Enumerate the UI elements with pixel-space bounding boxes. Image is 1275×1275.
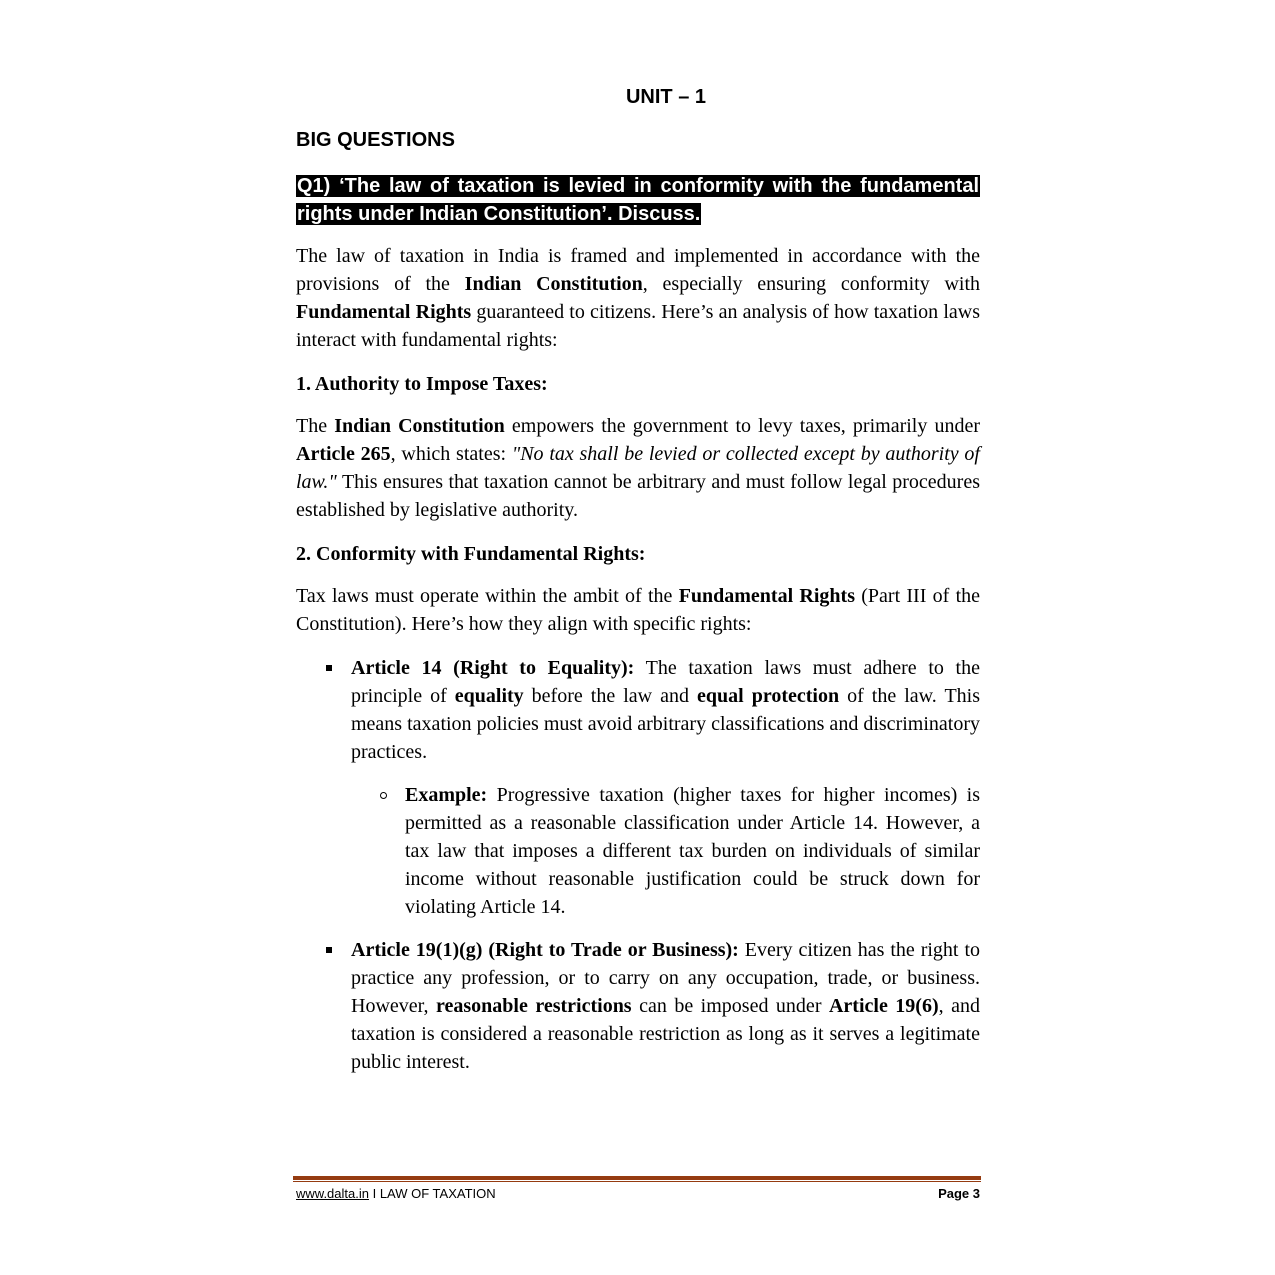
bullet2-bold-1: Article 19(1)(g) (Right to Trade or Business): — [351, 939, 739, 961]
heading-conformity: 2. Conformity with Fundamental Rights: — [296, 543, 646, 565]
sub-list-item-example — [405, 781, 980, 921]
para2-bold-1: Fundamental Rights — [678, 585, 855, 607]
footer-site-link[interactable]: www.dalta.in — [296, 1186, 369, 1201]
para1-bold-2: Article 265 — [296, 443, 391, 465]
intro-text-3: guaranteed to citizens. Here’s an analysis of how taxation laws interact with fundamental rights: — [296, 301, 980, 351]
bullet1-text-1: The taxation laws must adhere to the principle of — [351, 657, 980, 707]
conformity-paragraph — [296, 582, 980, 638]
sub1-bold-1: Example: — [405, 784, 488, 806]
authority-paragraph — [296, 412, 980, 524]
bullet1-text-3: of the law. This means taxation policies must avoid arbitrary classifications and discriminatory practices. — [351, 685, 981, 763]
bullet1-bold-1: Article 14 (Right to Equality): — [351, 657, 635, 679]
bullet1-bold-2: equality — [454, 685, 524, 707]
para1-text-2: empowers the government to levy taxes, primarily under — [504, 415, 981, 437]
intro-text-1: The law of taxation in India is framed and implemented in accordance with the provisions of the — [296, 245, 980, 295]
bullet-icon — [326, 665, 332, 671]
bullet2-text-2: can be imposed under — [631, 995, 829, 1017]
intro-bold-2: Fundamental Rights — [296, 301, 472, 323]
para1-bold-1: Indian Constitution — [334, 415, 505, 437]
para1-text-1: The — [296, 415, 335, 437]
intro-paragraph — [296, 242, 980, 354]
footer-divider — [293, 1176, 981, 1180]
intro-bold-1: Indian Constitution — [464, 273, 643, 295]
footer-title: I LAW OF TAXATION — [368, 1186, 496, 1201]
footer-divider-thin — [293, 1181, 981, 1182]
article-265-quote: "No tax shall be levied or collected except by authority of law." — [296, 443, 980, 493]
para1-text-3: , which states: — [390, 443, 512, 465]
unit-title: UNIT – 1 — [625, 86, 707, 108]
para2-text-2: (Part III of the Constitution). Here’s how they align with specific rights: — [296, 585, 980, 635]
para2-text-1: Tax laws must operate within the ambit of the — [296, 585, 679, 607]
question-heading — [296, 172, 980, 228]
sub1-text-1: Progressive taxation (higher taxes for higher incomes) is permitted as a reasonable classification under Article 14. However, a tax law that imposes a different tax burden on individuals of similar income without reasonable justification could be struck down for violating Article 14. — [405, 784, 980, 918]
bullet-icon — [326, 947, 332, 953]
bullet1-bold-3: equal protection — [697, 685, 840, 707]
bullet2-bold-2: reasonable restrictions — [435, 995, 632, 1017]
bullet2-bold-3: Article 19(6) — [828, 995, 939, 1017]
list-item-article-19 — [351, 936, 980, 1076]
intro-text-2: , especially ensuring conformity with — [642, 273, 981, 295]
circle-bullet-icon — [380, 792, 387, 799]
question-text: Q1) ‘The law of taxation is levied in conformity with the fundamental rights under Indian Constitution’. Discuss. — [297, 175, 979, 225]
page-footer — [296, 1186, 980, 1201]
bullet2-text-1: Every citizen has the right to practice any profession, or to carry on any occupation, trade, or business. However, — [351, 939, 980, 1017]
bullet1-text-2: before the law and — [523, 685, 697, 707]
section-heading: BIG QUESTIONS — [296, 129, 455, 151]
bullet2-text-3: , and taxation is considered a reasonable restriction as long as it serves a legitimate public interest. — [351, 995, 980, 1073]
heading-authority: 1. Authority to Impose Taxes: — [296, 373, 548, 395]
page-number: Page 3 — [938, 1186, 980, 1201]
para1-text-4: This ensures that taxation cannot be arbitrary and must follow legal procedures established by legislative authority. — [296, 471, 980, 521]
list-item-article-14 — [351, 654, 980, 766]
